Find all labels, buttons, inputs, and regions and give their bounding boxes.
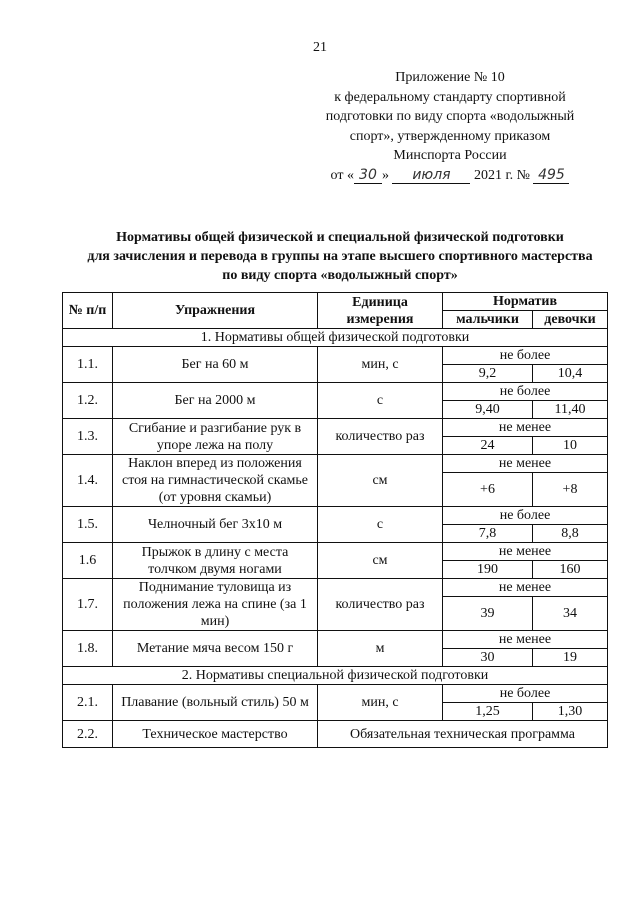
row-boys-value: 9,40 bbox=[443, 401, 533, 419]
row-condition: не менее bbox=[443, 419, 608, 437]
row-boys-value: 24 bbox=[443, 437, 533, 455]
header-boys: мальчики bbox=[443, 311, 533, 329]
row-exercise: Плавание (вольный стиль) 50 м bbox=[113, 685, 318, 721]
row-num: 2.2. bbox=[63, 721, 113, 748]
row-exercise: Бег на 2000 м bbox=[113, 383, 318, 419]
row-condition: не менее bbox=[443, 455, 608, 473]
header-unit: Единица измерения bbox=[318, 293, 443, 329]
appendix-line-4: спорт», утвержденному приказом bbox=[349, 128, 551, 144]
row-girls-value: +8 bbox=[533, 473, 608, 507]
row-condition: не более bbox=[443, 347, 608, 365]
date-mid: » bbox=[381, 167, 389, 183]
row-condition: не более bbox=[443, 685, 608, 703]
row-num: 1.4. bbox=[63, 455, 113, 507]
row-girls-value: 1,30 bbox=[533, 703, 608, 721]
row-num: 1.2. bbox=[63, 383, 113, 419]
title-line-3: по виду спорта «водолыжный спорт» bbox=[222, 268, 458, 283]
row-exercise: Метание мяча весом 150 г bbox=[113, 631, 318, 667]
row-unit: с bbox=[318, 383, 443, 419]
row-boys-value: 190 bbox=[443, 561, 533, 579]
row-num: 1.1. bbox=[63, 347, 113, 383]
handwritten-order-number: 495 bbox=[533, 167, 569, 184]
row-unit: количество раз bbox=[318, 579, 443, 631]
row-condition: не менее bbox=[443, 631, 608, 649]
row-exercise: Сгибание и разгибание рук в упоре лежа на полу bbox=[113, 419, 318, 455]
row-girls-value: 19 bbox=[533, 649, 608, 667]
row-unit: см bbox=[318, 543, 443, 579]
appendix-line-2: к федеральному стандарту спортивной bbox=[334, 89, 566, 105]
row-boys-value: +6 bbox=[443, 473, 533, 507]
row-girls-value: 8,8 bbox=[533, 525, 608, 543]
row-exercise: Техническое мастерство bbox=[113, 721, 318, 748]
row-num: 1.3. bbox=[63, 419, 113, 455]
row-girls-value: 34 bbox=[533, 597, 608, 631]
page-number: 21 bbox=[313, 40, 327, 55]
row-unit: количество раз bbox=[318, 419, 443, 455]
header-exercise: Упражнения bbox=[113, 293, 318, 329]
row-girls-value: 11,40 bbox=[533, 401, 608, 419]
section-2-header: 2. Нормативы специальной физической подготовки bbox=[63, 667, 608, 685]
row-condition: не менее bbox=[443, 543, 608, 561]
header-num: № п/п bbox=[63, 293, 113, 329]
document-title bbox=[60, 228, 620, 285]
title-line-1: Нормативы общей физической и специальной физической подготовки bbox=[116, 230, 564, 245]
appendix-line-5: Минспорта России bbox=[393, 148, 507, 163]
row-num: 1.7. bbox=[63, 579, 113, 631]
row-boys-value: 39 bbox=[443, 597, 533, 631]
row-unit: мин, с bbox=[318, 685, 443, 721]
row-num: 1.6 bbox=[63, 543, 113, 579]
handwritten-month: июля bbox=[392, 167, 470, 184]
row-unit: с bbox=[318, 507, 443, 543]
date-prefix: от « bbox=[330, 167, 354, 183]
row-girls-value: 10,4 bbox=[533, 365, 608, 383]
row-unit: мин, с bbox=[318, 347, 443, 383]
appendix-date-line bbox=[300, 166, 600, 186]
row-num: 2.1. bbox=[63, 685, 113, 721]
row-exercise: Бег на 60 м bbox=[113, 347, 318, 383]
appendix-line-3: подготовки по виду спорта «водолыжный bbox=[325, 109, 575, 124]
row-boys-value: 9,2 bbox=[443, 365, 533, 383]
row-merged-value: Обязательная техническая программа bbox=[318, 721, 608, 748]
header-norm: Норматив bbox=[443, 293, 608, 311]
row-num: 1.8. bbox=[63, 631, 113, 667]
row-exercise: Челночный бег 3х10 м bbox=[113, 507, 318, 543]
row-unit: см bbox=[318, 455, 443, 507]
handwritten-day: 30 bbox=[354, 167, 382, 184]
row-boys-value: 7,8 bbox=[443, 525, 533, 543]
row-boys-value: 1,25 bbox=[443, 703, 533, 721]
row-condition: не более bbox=[443, 507, 608, 525]
row-boys-value: 30 bbox=[443, 649, 533, 667]
row-num: 1.5. bbox=[63, 507, 113, 543]
title-line-2: для зачисления и перевода в группы на этапе высшего спортивного мастерства bbox=[87, 249, 593, 264]
row-unit: м bbox=[318, 631, 443, 667]
norms-table bbox=[62, 292, 608, 748]
section-1-header: 1. Нормативы общей физической подготовки bbox=[63, 329, 608, 347]
row-condition: не более bbox=[443, 383, 608, 401]
row-exercise: Поднимание туловища из положения лежа на спине (за 1 мин) bbox=[113, 579, 318, 631]
appendix-header bbox=[300, 68, 600, 185]
row-girls-value: 160 bbox=[533, 561, 608, 579]
row-condition: не менее bbox=[443, 579, 608, 597]
appendix-line-1: Приложение № 10 bbox=[395, 70, 505, 85]
row-girls-value: 10 bbox=[533, 437, 608, 455]
row-exercise: Прыжок в длину с места толчком двумя ногами bbox=[113, 543, 318, 579]
header-girls: девочки bbox=[533, 311, 608, 329]
row-exercise: Наклон вперед из положения стоя на гимнастической скамье (от уровня скамьи) bbox=[113, 455, 318, 507]
date-year: 2021 г. № bbox=[473, 167, 530, 183]
